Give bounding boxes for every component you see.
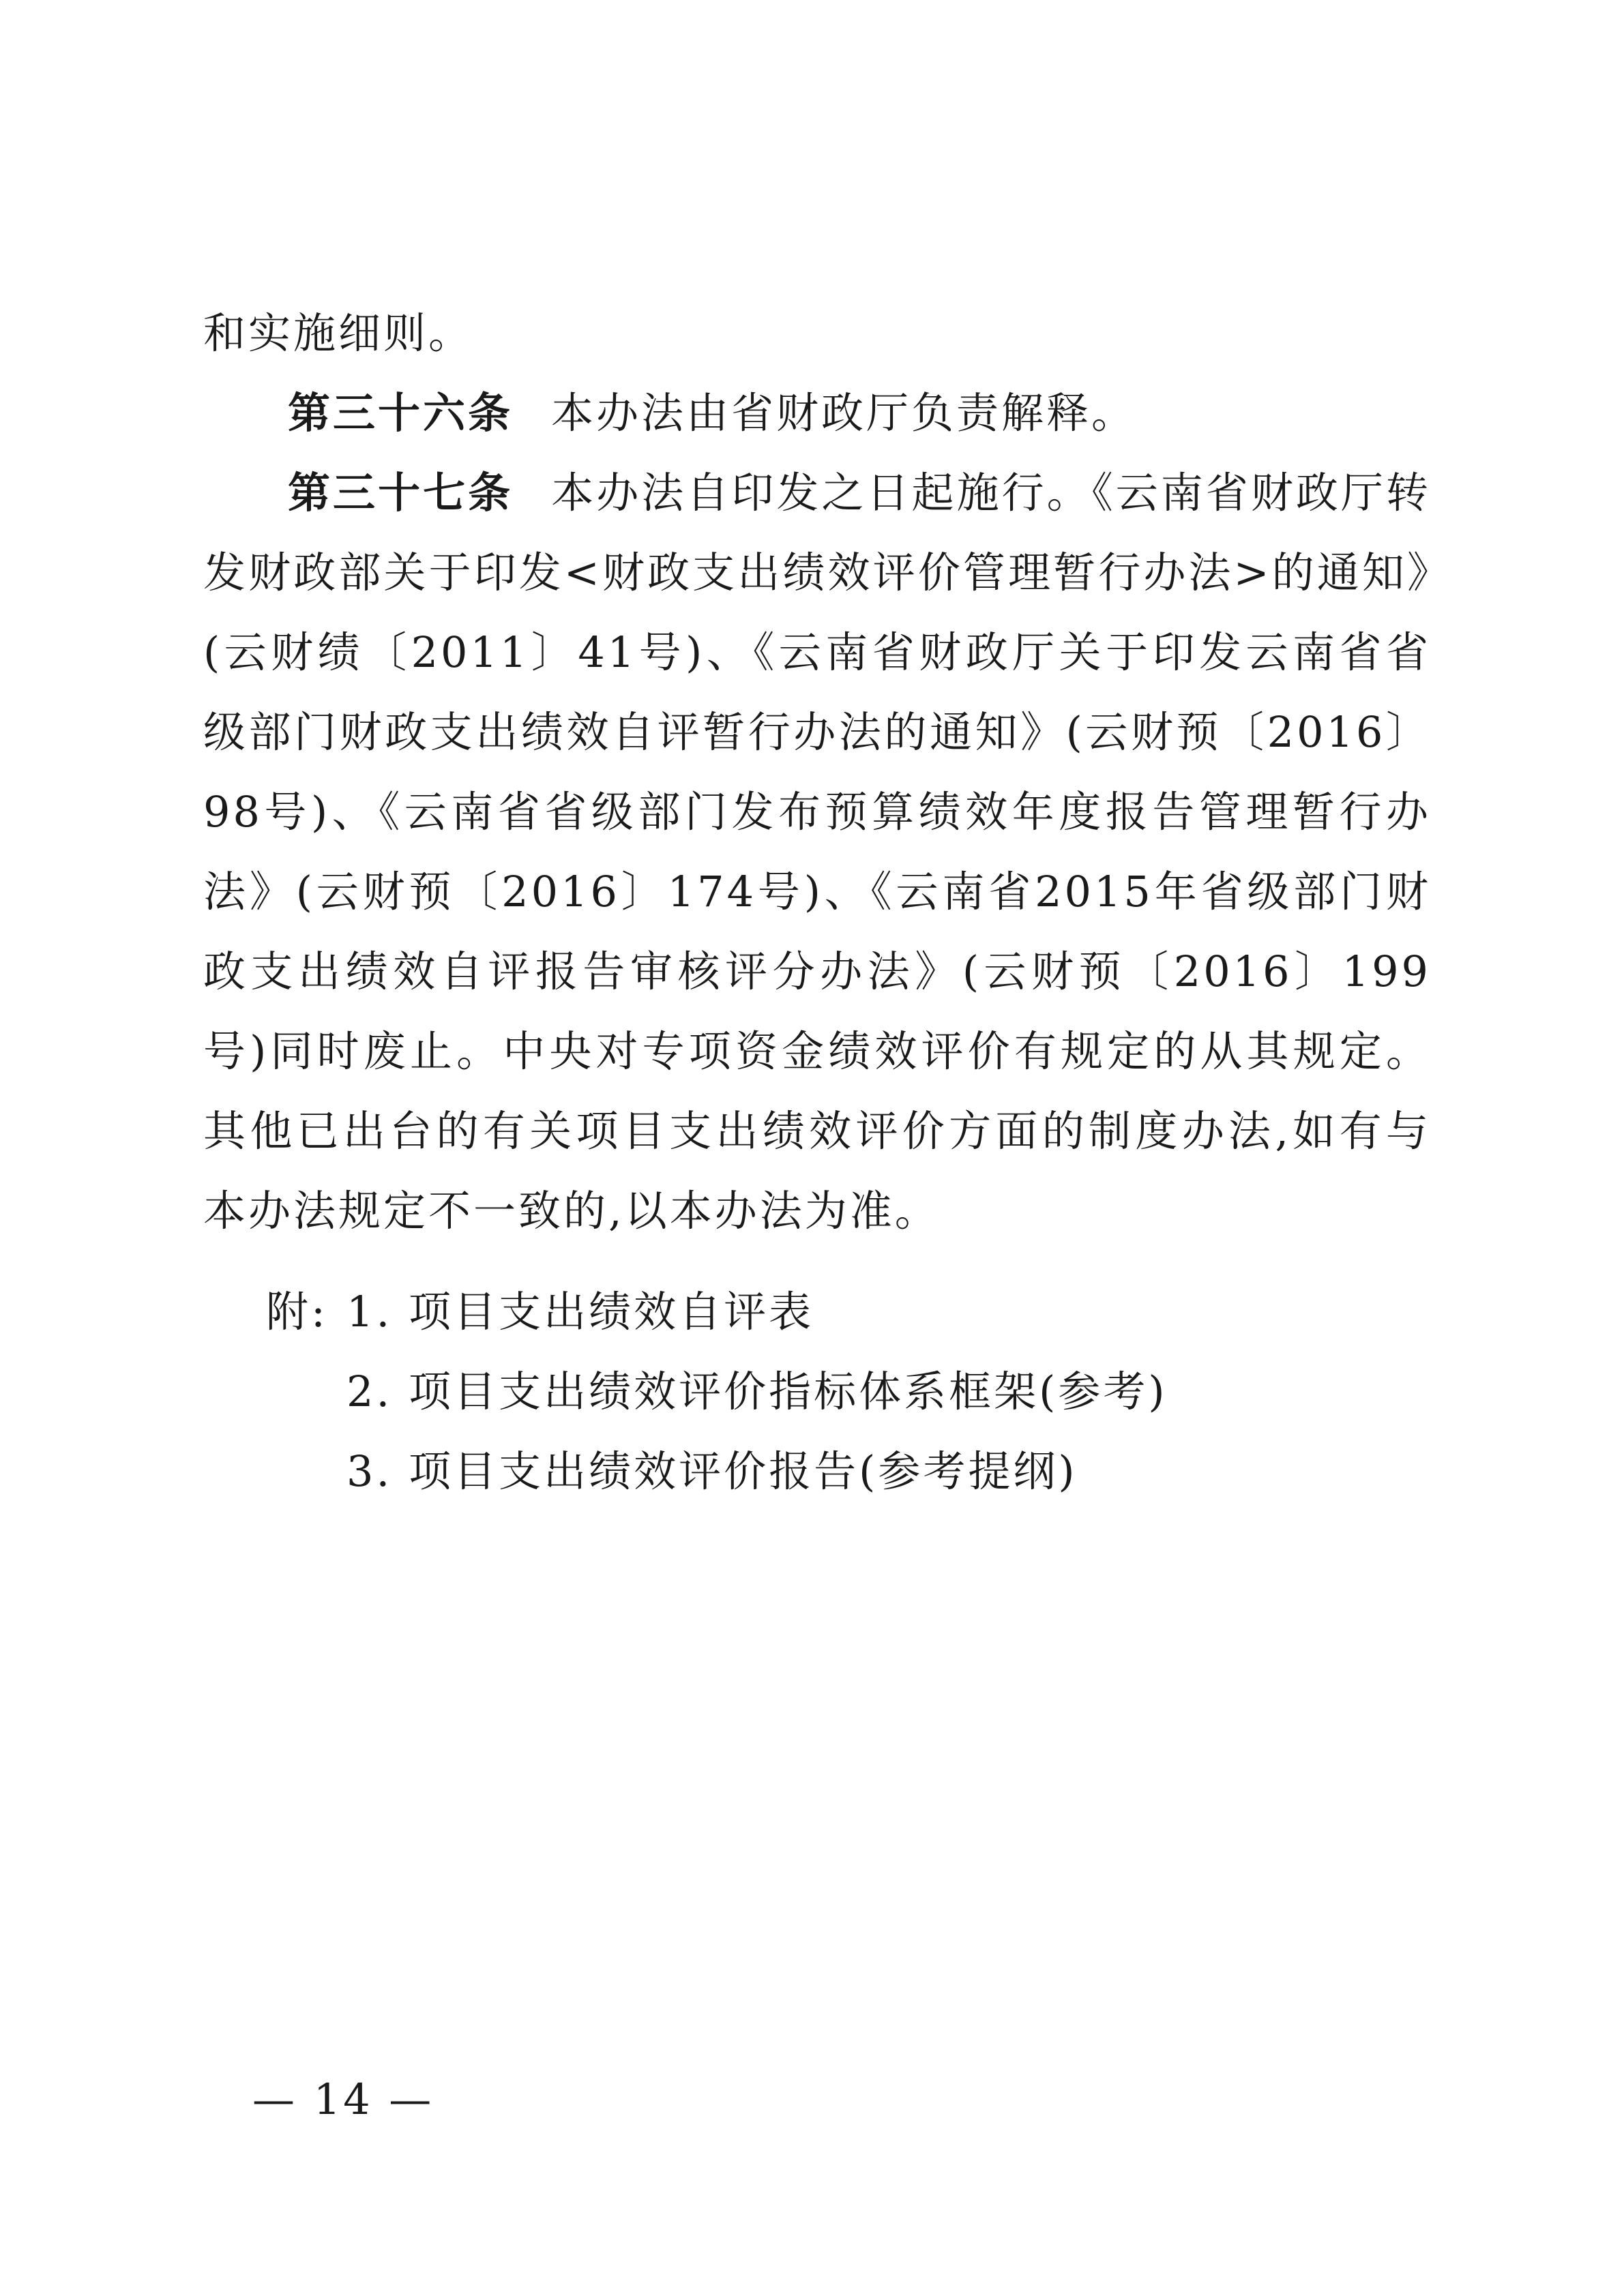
article-36-heading: 第三十六条	[288, 388, 514, 438]
attachment-title: 项目支出绩效评价报告(参考提纲)	[409, 1446, 1078, 1496]
attachment-item-2	[266, 1352, 1168, 1431]
body-text	[203, 293, 1431, 1251]
attachment-title: 项目支出绩效自评表	[409, 1287, 814, 1337]
article-36-text: 本办法由省财政厅负责解释。	[551, 388, 1137, 438]
attachment-item-1	[266, 1272, 1168, 1352]
article-36	[203, 373, 1431, 453]
page-number: — 14 —	[252, 2074, 434, 2124]
attachments-list	[266, 1272, 1168, 1511]
attachment-item-3	[266, 1431, 1168, 1511]
attachment-number: 3.	[346, 1446, 393, 1496]
article-37-heading: 第三十七条	[288, 468, 514, 518]
attachments-label: 附:	[266, 1287, 328, 1337]
intro-line: 和实施细则。	[203, 308, 474, 358]
attachment-number: 2.	[346, 1367, 393, 1416]
article-37	[203, 453, 1431, 1251]
attachment-title: 项目支出绩效评价指标体系框架(参考)	[409, 1367, 1168, 1416]
article-37-text: 本办法自印发之日起施行。《云南省财政厅转发财政部关于印发<财政支出绩效评价管理暂行办法>的通知》(云财绩〔2011〕41号)、《云南省财政厅关于印发云南省省级部门财政支出绩效自评暂行办法的通知》(云财预〔2016〕98号)、《云南省省级部门发布预算绩效年度报告管理暂行办法》(云财预〔2016〕174号)、《云南省2015年省级部门财政支出绩效自评报告审核评分办法》(云财预〔2016〕199号)同时废止。中央对专项资金绩效评价有规定的从其规定。其他已出台的有关项目支出绩效评价方面的制度办法,如有与本办法规定不一致的,以本办法为准。	[203, 468, 1431, 1236]
attachment-number: 1.	[346, 1287, 393, 1337]
